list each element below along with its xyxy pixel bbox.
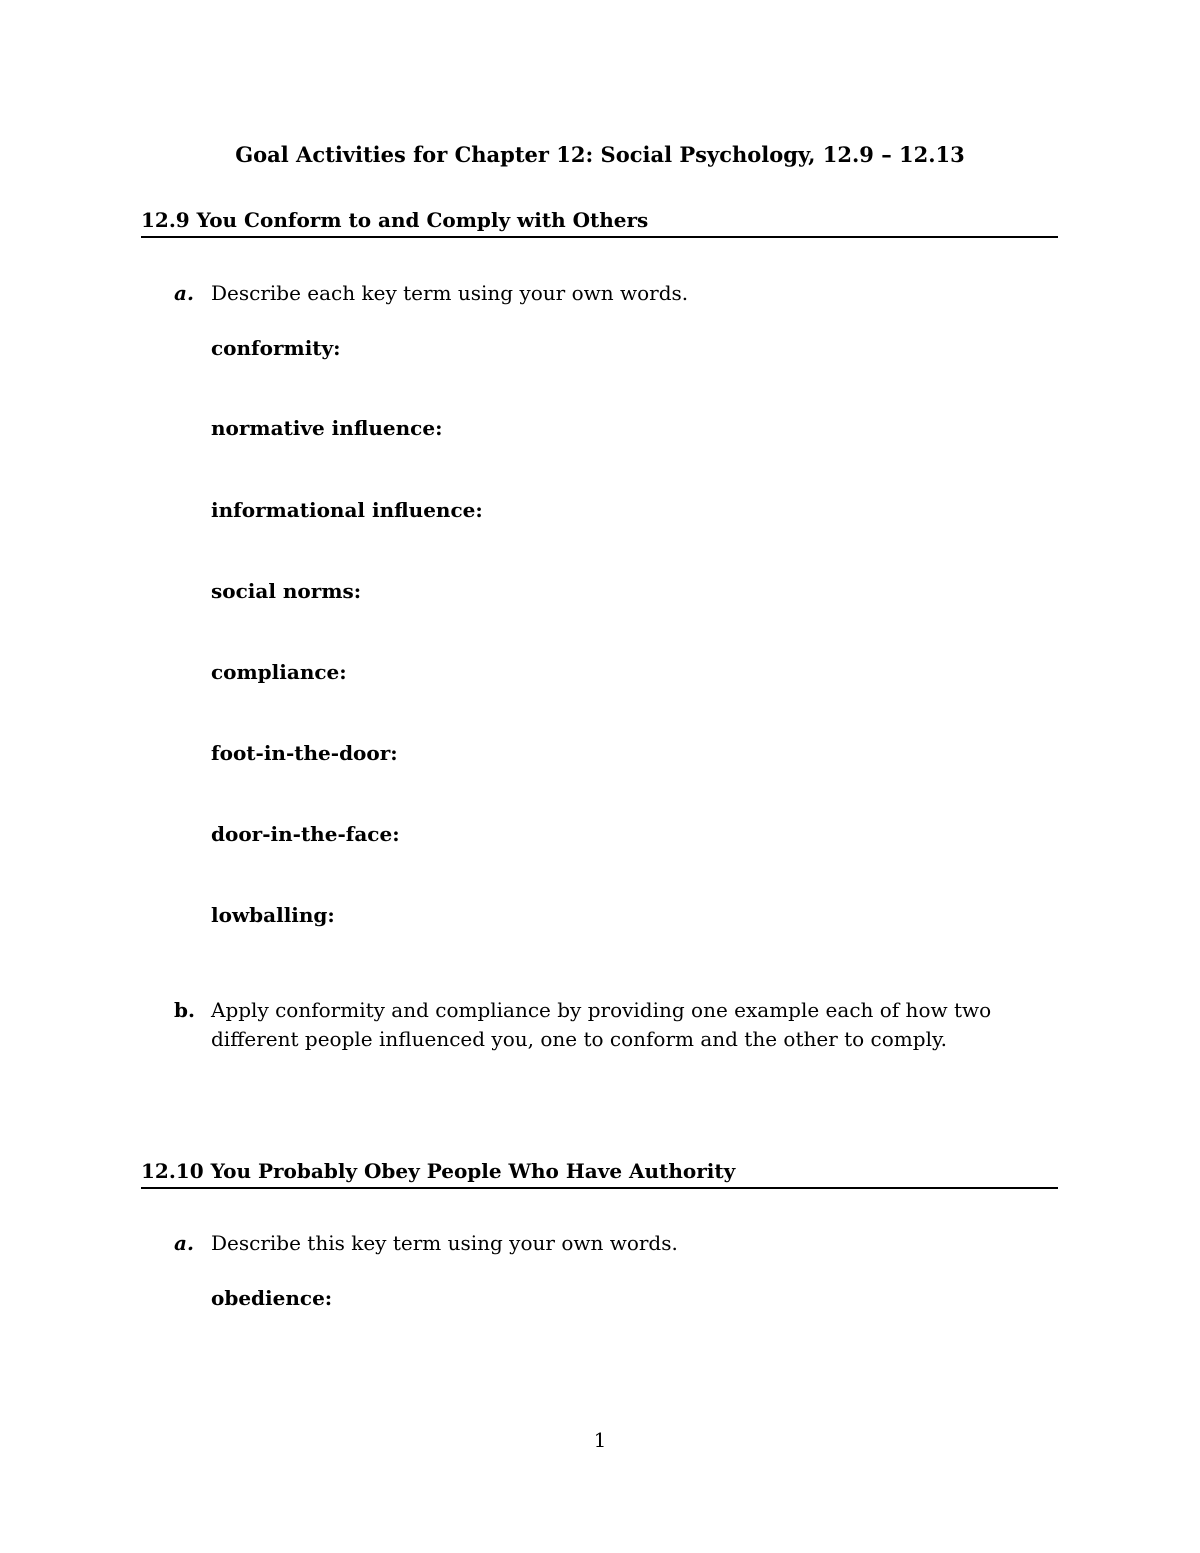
key-term-informational-influence: informational influence: bbox=[211, 498, 483, 522]
item-instruction: Describe this key term using your own words. bbox=[211, 1231, 678, 1255]
key-term-conformity: conformity: bbox=[211, 336, 341, 360]
key-term-obedience: obedience: bbox=[211, 1286, 333, 1310]
document-title: Goal Activities for Chapter 12: Social Psychology, 12.9 – 12.13 bbox=[235, 142, 965, 167]
key-term-normative-influence: normative influence: bbox=[211, 416, 443, 440]
item-letter-a: a. bbox=[174, 281, 194, 305]
item-letter-a: a. bbox=[174, 1231, 194, 1255]
key-term-door-in-the-face: door-in-the-face: bbox=[211, 822, 400, 846]
page-number: 1 bbox=[593, 1428, 607, 1452]
section-heading-12-9: 12.9 You Conform to and Comply with Others bbox=[141, 208, 1058, 238]
item-letter-b: b. bbox=[174, 998, 195, 1022]
key-term-foot-in-the-door: foot-in-the-door: bbox=[211, 741, 398, 765]
key-term-compliance: compliance: bbox=[211, 660, 347, 684]
key-term-lowballing: lowballing: bbox=[211, 903, 335, 927]
item-instruction: Apply conformity and compliance by providing one example each of how two different people influenced you, one to conform and the other to comply. bbox=[211, 998, 992, 1051]
item-instruction: Describe each key term using your own words. bbox=[211, 281, 689, 305]
key-term-social-norms: social norms: bbox=[211, 579, 362, 603]
section-heading-12-10: 12.10 You Probably Obey People Who Have Authority bbox=[141, 1159, 1058, 1189]
